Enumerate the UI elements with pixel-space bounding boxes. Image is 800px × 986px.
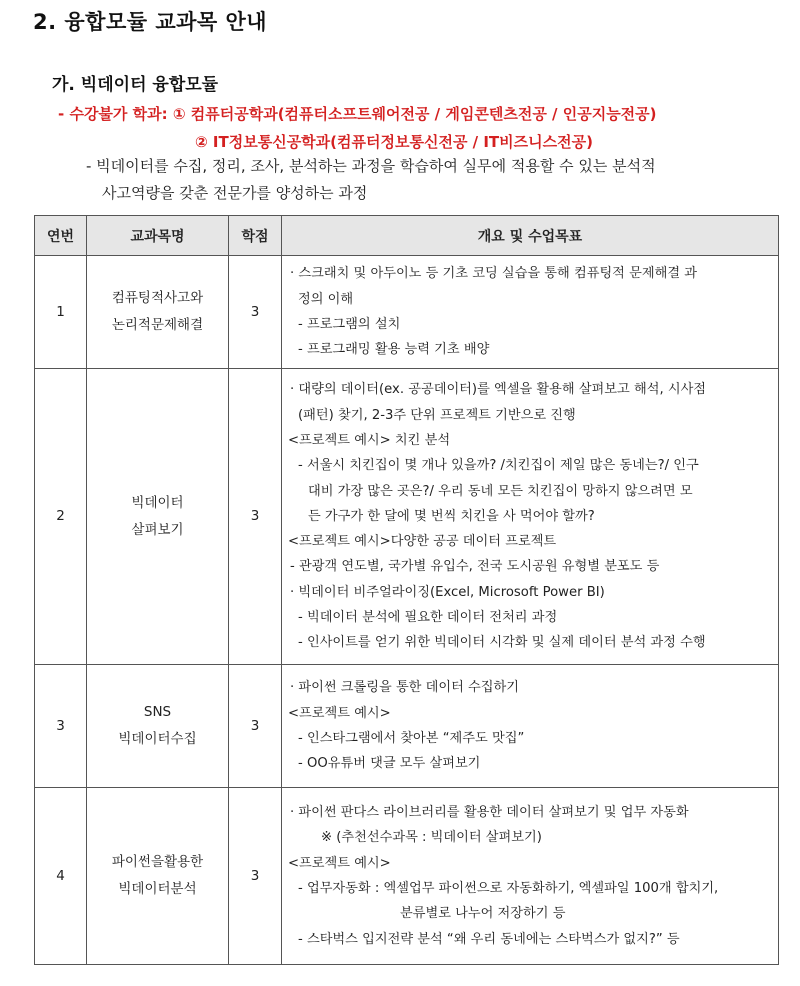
course-number: 2	[35, 369, 87, 665]
table-row	[35, 256, 779, 369]
overview-line: - 업무자동화 : 엑셀업무 파이썬으로 자동화하기, 엑셀파일 100개 합치기,	[298, 881, 719, 896]
overview-line: - OO유튜버 댓글 모두 살펴보기	[298, 756, 481, 772]
overview-line: - 인사이트를 얻기 위한 빅데이터 시각화 및 실제 데이터 분석 과정 수행	[298, 635, 706, 651]
restricted-departments	[58, 100, 657, 156]
header-overview: 개요 및 수업목표	[282, 216, 779, 256]
restricted-departments-line2: ② IT정보통신공학과(컴퓨터정보통신전공 / IT비즈니스전공)	[195, 133, 593, 151]
overview-line: <프로젝트 예시> 치킨 분석	[288, 432, 451, 448]
overview-line: 분류별로 나누어 저장하기 등	[400, 906, 566, 922]
module-description-line1: - 빅데이터를 수집, 정리, 조사, 분석하는 과정을 학습하여 실무에 적용할 수 있는 분석적	[86, 157, 656, 175]
course-overview	[282, 256, 779, 369]
course-credit: 3	[229, 369, 282, 665]
module-title: 가. 빅데이터 융합모듈	[52, 75, 219, 95]
table-row	[35, 665, 779, 788]
header-course-name: 교과목명	[87, 216, 229, 256]
course-name-line2: 빅데이터분석	[118, 881, 197, 897]
course-credit: 3	[229, 256, 282, 369]
overview-line: - 스타벅스 입지전략 분석 “왜 우리 동네에는 스타벅스가 없지?” 등	[298, 931, 680, 947]
overview-line: <프로젝트 예시>	[288, 705, 391, 721]
course-overview	[282, 788, 779, 965]
course-name	[87, 369, 229, 665]
course-credit: 3	[229, 788, 282, 965]
course-credit: 3	[229, 665, 282, 788]
overview-line: 든 가구가 한 달에 몇 번씩 치킨을 사 먹어야 할까?	[308, 508, 595, 524]
module-description	[86, 153, 786, 207]
course-name	[87, 788, 229, 965]
course-number: 3	[35, 665, 87, 788]
overview-line: · 파이썬 크롤링을 통한 데이터 수집하기	[290, 680, 519, 696]
header-credit: 학점	[229, 216, 282, 256]
course-name	[87, 665, 229, 788]
overview-line: · 대량의 데이터(ex. 공공데이터)를 엑셀을 활용해 살펴보고 해석, 시사점	[290, 382, 707, 398]
overview-line: · 파이썬 판다스 라이브러리를 활용한 데이터 살펴보기 및 업무 자동화	[290, 805, 689, 821]
course-name	[87, 256, 229, 369]
header-number: 연번	[35, 216, 87, 256]
course-number: 1	[35, 256, 87, 369]
overview-line: ※ (추천선수과목 : 빅데이터 살펴보기)	[321, 830, 542, 846]
restricted-departments-line1: - 수강불가 학과: ① 컴퓨터공학과(컴퓨터소프트웨어전공 / 게임콘텐츠전공 / 인공지능전공)	[58, 105, 657, 123]
overview-line: · 스크래치 및 아두이노 등 기초 코딩 실습을 통해 컴퓨팅적 문제해결 과	[290, 266, 697, 282]
table-row	[35, 788, 779, 965]
table-row	[35, 369, 779, 665]
course-overview	[282, 369, 779, 665]
course-name-line2: 논리적문제해결	[111, 317, 204, 333]
overview-line: - 프로그램의 설치	[298, 317, 401, 332]
overview-line: 정의 이해	[298, 291, 354, 307]
course-overview	[282, 665, 779, 788]
course-name-line2: 살펴보기	[131, 521, 184, 538]
overview-line: (패턴) 찾기, 2-3주 단위 프로젝트 기반으로 진행	[298, 407, 576, 423]
overview-line: - 빅데이터 분석에 필요한 데이터 전처리 과정	[298, 610, 558, 626]
module-description-line2: 사고역량을 갖춘 전문가를 양성하는 과정	[102, 184, 368, 202]
course-name-line1: 컴퓨팅적사고와	[111, 290, 204, 306]
section-title: 2. 융합모듈 교과목 안내	[33, 10, 268, 34]
course-name-line2: 빅데이터수집	[118, 731, 197, 747]
course-number: 4	[35, 788, 87, 965]
overview-line: 대비 가장 많은 곳은?/ 우리 동네 모든 치킨집이 망하지 않으려면 모	[308, 483, 693, 499]
course-name-line1: 파이썬을활용한	[111, 854, 204, 870]
overview-line: - 프로그래밍 활용 능력 기초 배양	[298, 342, 490, 358]
course-name-line1: 빅데이터	[131, 494, 184, 511]
overview-line: - 인스타그램에서 찾아본 “제주도 맛집”	[298, 731, 525, 746]
table-header-row	[35, 216, 779, 256]
overview-line: <프로젝트 예시>	[288, 855, 391, 871]
course-name-line1: SNS	[143, 704, 172, 720]
overview-line: - 관광객 연도별, 국가별 유입수, 전국 도시공원 유형별 분포도 등	[290, 559, 660, 575]
overview-line: <프로젝트 예시>다양한 공공 데이터 프로젝트	[288, 534, 557, 550]
course-table	[34, 215, 779, 965]
overview-line: - 서울시 치킨집이 몇 개나 있을까? /치킨집이 제일 많은 동네는?/ 인구	[298, 458, 699, 474]
overview-line: · 빅데이터 비주얼라이징(Excel, Microsoft Power BI)	[290, 584, 605, 600]
